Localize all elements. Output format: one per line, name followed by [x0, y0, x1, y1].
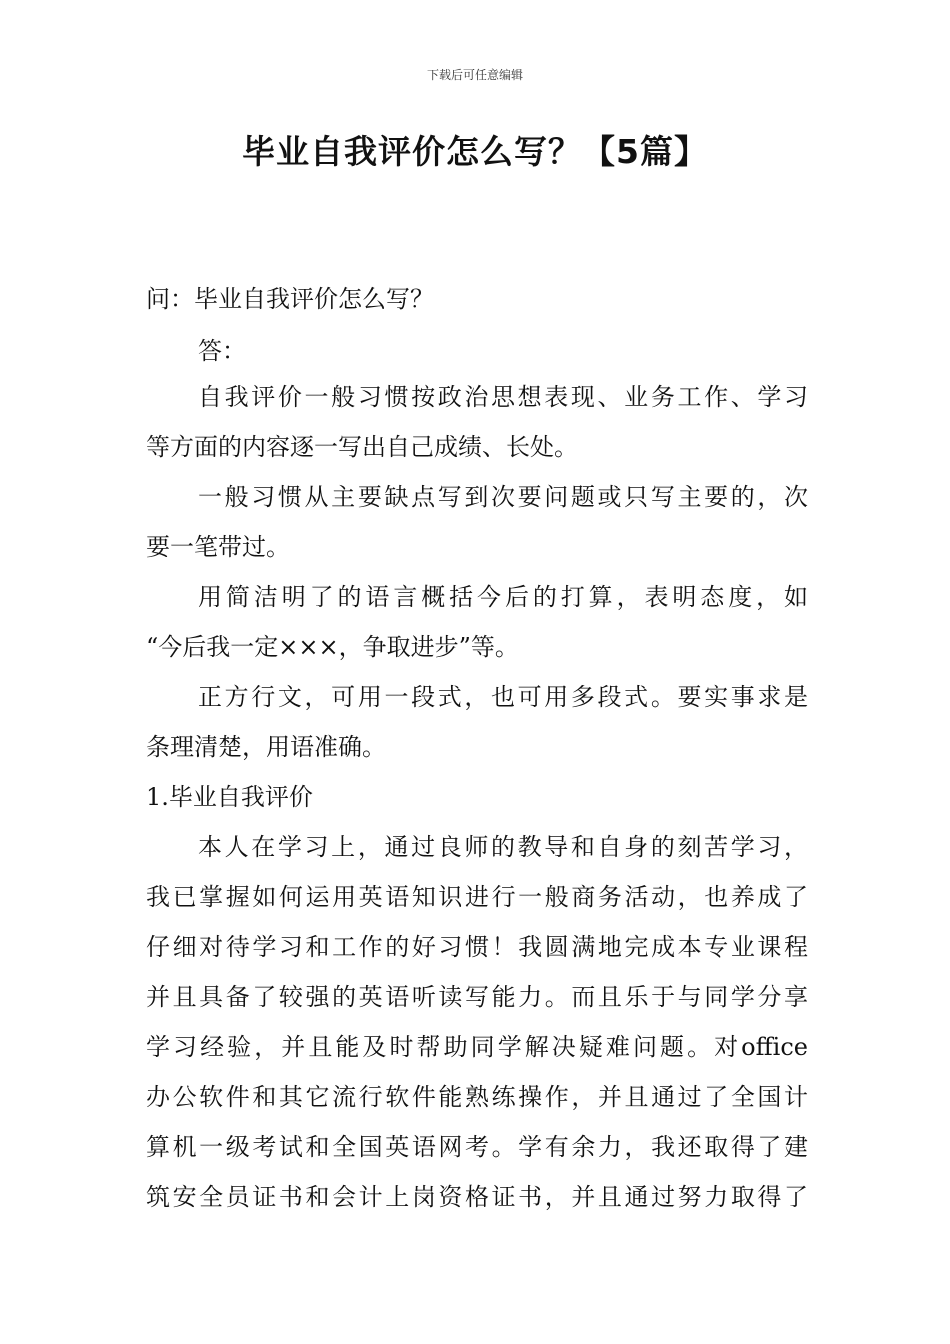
header-note: 下载后可任意编辑	[426, 68, 523, 82]
paragraph-line: 仔细对待学习和工作的好习惯！我圆满地完成本专业课程	[146, 933, 808, 961]
paragraph-line: “今后我一定×××，争取进步”等。	[146, 633, 519, 661]
paragraph-line: 正方行文，可用一段式，也可用多段式。要实事求是	[198, 683, 808, 711]
paragraph-line: 自我评价一般习惯按政治思想表现、业务工作、学习	[198, 383, 808, 411]
paragraph-line: 答：	[198, 337, 246, 365]
document-title: 毕业自我评价怎么写？【5篇】	[242, 132, 708, 171]
paragraph-line: 我已掌握如何运用英语知识进行一般商务活动，也养成了	[146, 883, 808, 911]
paragraph-line: 条理清楚，用语准确。	[146, 733, 386, 761]
paragraph-line: 一般习惯从主要缺点写到次要问题或只写主要的，次	[198, 483, 808, 511]
paragraph-line: 要一笔带过。	[146, 533, 290, 561]
paragraph-line: 并且具备了较强的英语听读写能力。而且乐于与同学分享	[146, 983, 808, 1011]
paragraph-line: 筑安全员证书和会计上岗资格证书，并且通过努力取得了	[146, 1183, 808, 1211]
paragraph-line: 办公软件和其它流行软件能熟练操作，并且通过了全国计	[146, 1083, 808, 1111]
paragraph-line: 用简洁明了的语言概括今后的打算，表明态度，如	[198, 583, 808, 611]
paragraph-line: 算机一级考试和全国英语网考。学有余力，我还取得了建	[146, 1133, 808, 1161]
paragraph-line: 本人在学习上，通过良师的教导和自身的刻苦学习，	[198, 833, 808, 861]
paragraph-line: 问：毕业自我评价怎么写？	[146, 285, 434, 313]
paragraph-line: 学习经验，并且能及时帮助同学解决疑难问题。对office	[146, 1033, 808, 1061]
paragraph-line: 等方面的内容逐一写出自己成绩、长处。	[146, 433, 578, 461]
paragraph-line: 1.毕业自我评价	[146, 783, 313, 811]
